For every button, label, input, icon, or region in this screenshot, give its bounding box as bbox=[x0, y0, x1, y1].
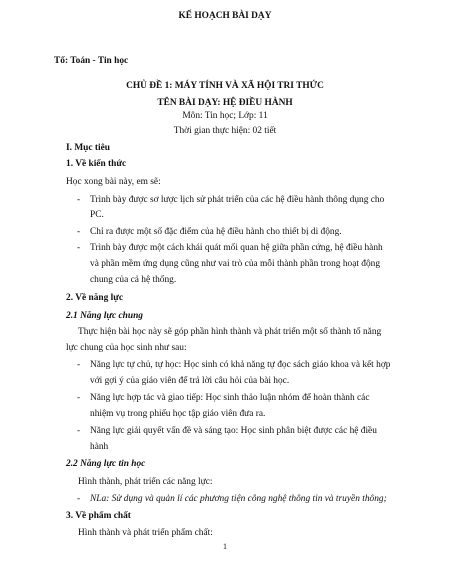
list-item-cont: hành bbox=[90, 442, 109, 452]
general-intro-line: lực chung của học sinh như sau: bbox=[66, 343, 187, 353]
list-item: Trình bày được sơ lược lịch sử phát triển của các hệ điều hành thông dụng cho bbox=[90, 195, 385, 205]
list-bullet: - bbox=[77, 426, 81, 436]
list-item-cont: và phần mềm ứng dụng cũng như vai trò của mỗi thành phần trong hoạt động bbox=[90, 259, 381, 269]
duration: Thời gian thực hiện: 02 tiết bbox=[173, 126, 277, 136]
list-item: Năng lực hợp tác và giao tiếp: Học sinh thảo luận nhóm để hoàn thành các bbox=[90, 393, 370, 403]
subject-grade: Môn: Tin học; Lớp: 11 bbox=[182, 111, 268, 121]
list-item-cont: chung của cả hệ thống. bbox=[90, 275, 177, 285]
list-item: Năng lực tự chủ, tự học: Học sinh có khả năng tự đọc sách giáo khoa và kết hợp bbox=[90, 360, 391, 370]
general-intro-line: Thực hiện bài học này sẽ góp phần hình thành và phát triển một số thành tố năng bbox=[78, 327, 382, 337]
knowledge-intro: Học xong bài này, em sẽ: bbox=[66, 177, 161, 187]
list-bullet: - bbox=[77, 195, 81, 205]
list-item: Năng lực giải quyết vấn đề và sáng tạo: Học sinh phân biệt được các hệ điều bbox=[90, 426, 377, 436]
list-item-cont: với gợi ý của giáo viên để trả lời câu hỏi của bài học. bbox=[90, 376, 290, 386]
section-qualities-heading: 3. Về phẩm chất bbox=[66, 511, 131, 521]
section-knowledge-heading: 1. Về kiến thức bbox=[66, 159, 127, 169]
list-item: Chỉ ra được một số đặc điểm của hệ điều hành cho thiết bị di động. bbox=[90, 227, 342, 237]
document-title: KẾ HOẠCH BÀI DẠY bbox=[178, 11, 272, 21]
list-item: NLa: Sử dụng và quản lí các phương tiện công nghệ thông tin và truyền thông; bbox=[90, 494, 387, 504]
page-number: 1 bbox=[223, 542, 227, 551]
topic-heading: CHỦ ĐỀ 1: MÁY TÍNH VÀ XÃ HỘI TRI THỨC bbox=[126, 81, 324, 91]
list-bullet: - bbox=[77, 494, 81, 504]
list-item: Trình bày được một cách khái quát mối quan hệ giữa phần cứng, hệ điều hành bbox=[90, 243, 383, 253]
list-bullet: - bbox=[77, 360, 81, 370]
department-label: Tổ: Toán - Tin học bbox=[54, 56, 129, 66]
general-competency-heading: 2.1 Năng lực chung bbox=[66, 311, 143, 321]
qualities-intro: Hình thành và phát triển phẩm chất: bbox=[78, 528, 213, 538]
it-competency-intro: Hình thành, phát triển các năng lực: bbox=[78, 477, 213, 487]
list-bullet: - bbox=[77, 393, 81, 403]
list-item-cont: PC. bbox=[90, 210, 104, 220]
section-objectives-heading: I. Mục tiêu bbox=[66, 143, 111, 153]
list-item-cont: nhiệm vụ trong phiếu học tập giáo viên đưa ra. bbox=[90, 409, 266, 419]
list-bullet: - bbox=[77, 227, 81, 237]
list-bullet: - bbox=[77, 243, 81, 253]
lesson-name: TÊN BÀI DẠY: HỆ ĐIỀU HÀNH bbox=[157, 98, 293, 108]
section-competency-heading: 2. Về năng lực bbox=[66, 293, 124, 303]
it-competency-heading: 2.2 Năng lực tin học bbox=[66, 459, 146, 469]
